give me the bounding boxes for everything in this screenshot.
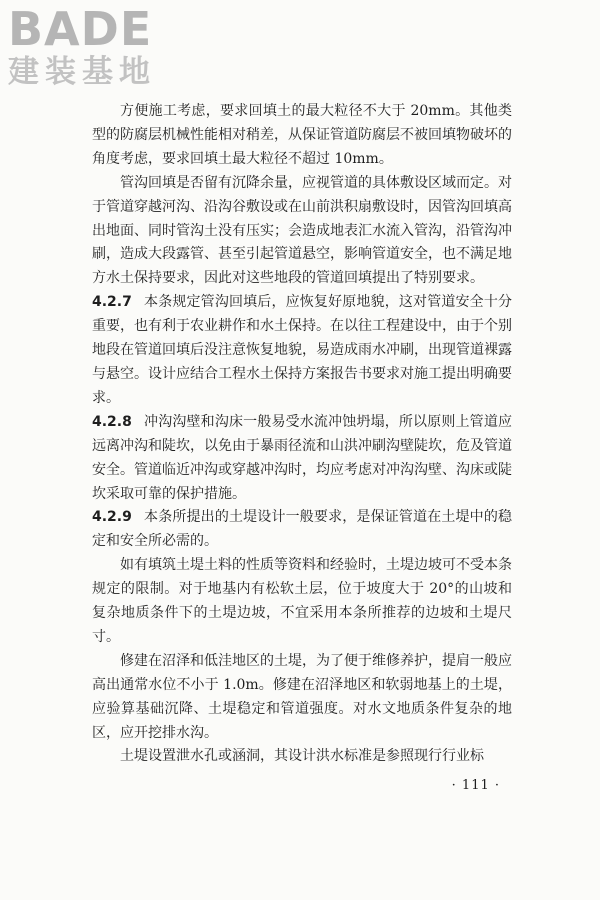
paragraph-6: 如有填筑土堤土料的性质等资料和经验时，土堤边坡可不受本条规定的限制。对于地基内有松软土层，位于坡度大于 20°的山坡和复杂地质条件下的土堤边坡，不宜采用本条所推荐的边坡和土堤尺寸。 xyxy=(92,557,512,645)
page-number: · 111 · xyxy=(451,778,500,793)
paragraph-8: 土堤设置泄水孔或涵洞，其设计洪水标准是参照现行行业标 xyxy=(120,748,484,765)
clause-number: 4.2.8 xyxy=(92,413,132,430)
clause-4-2-7: 4.2.7 本条规定管沟回填后，应恢复好原地貌，这对管道安全十分重要，也有利于农业耕作和水土保持。在以往工程建设中，由于个别地段在管道回填后没注意恢复地貌，易造成雨水冲刷，出现管道裸露与悬空。设计应结合工程水土保持方案报告书要求对施工提出明确要求。 xyxy=(92,294,512,406)
bade-logo xyxy=(8,2,178,96)
clause-number: 4.2.7 xyxy=(92,294,132,311)
page-body xyxy=(92,100,512,769)
logo-latin-text: BADE xyxy=(8,2,153,56)
logo-chinese-text: 建装基地 xyxy=(8,54,156,90)
clause-4-2-9: 4.2.9 本条所提出的土堤设计一般要求，是保证管道在土堤中的稳定和安全所必需的。 xyxy=(92,509,512,550)
paragraph-7: 修建在沼泽和低洼地区的土堤，为了便于维修养护，提肩一般应高出通常水位不小于 1.0m。修建在沼泽地区和软弱地基上的土堤，应验算基础沉降、土堤稳定和管道强度。对水文地质条件复杂的地区，应开挖排水沟。 xyxy=(92,652,512,741)
paragraph-2: 管沟回填是否留有沉降余量，应视管道的具体敷设区域而定。对于管道穿越河沟、沿沟谷敷设或在山前洪积扇敷设时，因管沟回填高出地面、同时管沟土没有压实；会造成地表汇水流入管沟，沿管沟冲刷，造成大段露管、甚至引起管道悬空，影响管道安全，也不满足地方水土保持要求，因此对这些地段的管道回填提出了特别要求。 xyxy=(92,174,512,287)
paragraph-1: 方便施工考虑，要求回填土的最大粒径不大于 20mm。其他类型的防腐层机械性能相对稍差，从保证管道防腐层不被回填物破坏的角度考虑，要求回填土最大粒径不超过 10mm。 xyxy=(92,103,512,167)
clause-4-2-8: 4.2.8 冲沟沟壁和沟床一般易受水流冲蚀坍塌，所以原则上管道应远离冲沟和陡坎，以免由于暴雨径流和山洪冲刷沟壁陡坎，危及管道安全。管道临近冲沟或穿越冲沟时，均应考虑对冲沟沟壁、沟床或陡坎采取可靠的保护措施。 xyxy=(92,413,512,502)
clause-number: 4.2.9 xyxy=(92,509,132,526)
